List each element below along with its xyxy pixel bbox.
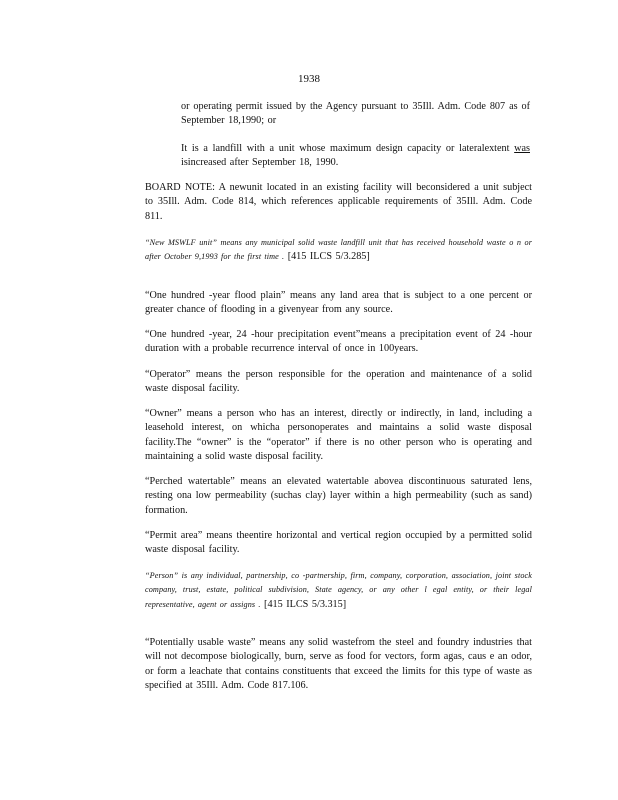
definition-permit-area: “Permit area” means theentire horizontal and vertical region occupied by a permitted solid waste disposal facility. — [145, 530, 532, 556]
statutory-italic-text: “Person” is any individual, partnership, co -partnership, firm, company, corporation, association, joint stock company, trust, estate, political subdivision, State agency, or any other l egal entity, or their legal representative, agent or assigns . — [145, 571, 532, 609]
statutory-italic-text: “New MSWLF unit” means any municipal solid waste landfill unit that has received household waste o n or after October 9,1993 for the first time . — [145, 238, 532, 262]
definition-owner: “Owner” means a person who has an interest, directly or indirectly, in land, including a leasehold interest, on whicha personoperates and maintains a solid waste disposal facility.The “owner” is the “operator” if there is no other person who is operating and maintaining a solid waste disposal facility. — [145, 408, 532, 463]
citation: [415 ILCS 5/3.315] — [260, 598, 347, 610]
definition-new-mswlf-unit — [145, 236, 532, 265]
paragraph-landfill-clause — [181, 142, 530, 171]
citation: [415 ILCS 5/3.285] — [284, 251, 370, 263]
definition-person — [145, 569, 532, 612]
definition-perched-watertable: “Perched watertable” means an elevated watertable abovea discontinuous saturated lens, resting ona low permeability (suchas clay) layer within a high permeability (such as sand) formation. — [145, 476, 532, 516]
page-number: 1938 — [298, 73, 320, 85]
definition-flood-plain: “One hundred -year flood plain” means any land area that is subject to a one percent or greater chance of flooding in a givenyear from any source. — [145, 290, 532, 316]
underlined-word: was — [514, 143, 530, 154]
paragraph-text: It is a landfill with a unit whose maximum design capacity or lateralextent — [181, 143, 515, 154]
definition-operator: “Operator” means the person responsible for the operation and maintenance of a solid waste disposal facility. — [145, 369, 532, 395]
paragraph-board-note: BOARD NOTE: A newunit located in an existing facility will beconsidered a unit subject to 35Ill. Adm. Code 814, which references applicable requirements of 35Ill. Adm. Code 811. — [145, 182, 532, 222]
definition-potentially-usable-waste: “Potentially usable waste” means any solid wastefrom the steel and foundry industries that will not decompose biologically, burn, serve as food for vectors, form agas, caus e an odor, or form a leachate that contains constituents that exceed the limits for this type of waste as specified at 35Ill. Adm. Code 817.106. — [145, 637, 532, 692]
paragraph-text: isincreased after September 18, 1990. — [181, 157, 339, 169]
definition-precipitation-event: “One hundred -year, 24 -hour precipitation event”means a precipitation event of 24 -hour duration with a probable recurrence interval of once in 100years. — [145, 329, 532, 355]
paragraph-permit-clause: or operating permit issued by the Agency pursuant to 35Ill. Adm. Code 807 as of September 18,1990; or — [181, 101, 530, 127]
